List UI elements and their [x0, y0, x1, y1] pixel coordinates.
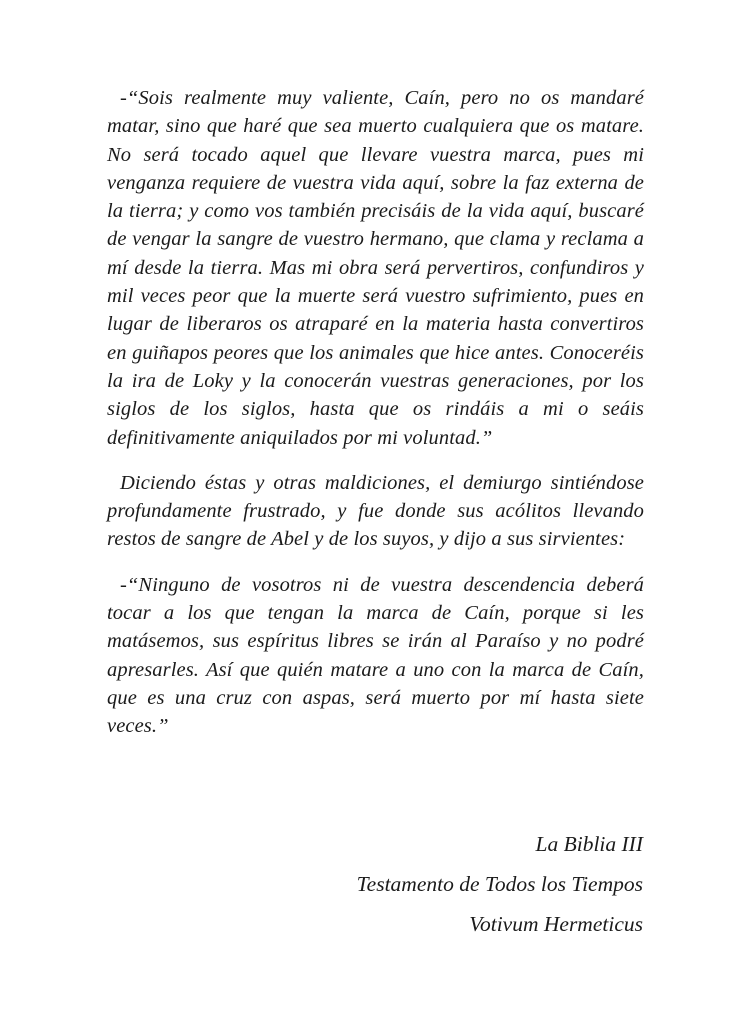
attribution-title: La Biblia III	[535, 832, 643, 856]
attribution-author: Votivum Hermeticus	[469, 912, 643, 936]
paragraph-order-to-servants: -“Ninguno de vosotros ni de vuestra descendencia deberá tocar a los que tengan la marca de Caín, porque si les matásemos, sus espíritus libres se irán al Paraíso y no podré apresarles. Así que quién matare a uno con la marca de Caín, que es una cruz con aspas, será muerto por mí hasta siete veces.”	[107, 573, 644, 738]
attribution-block	[243, 824, 643, 944]
attribution-subtitle: Testamento de Todos los Tiempos	[356, 872, 643, 896]
paragraph-curse-of-cain: -“Sois realmente muy valiente, Caín, pero no os mandaré matar, sino que haré que sea muerto cualquiera que os matare. No será tocado aquel que llevare vuestra marca, pues mi venganza requiere de vuestra vida aquí, sobre la faz externa de la tierra; y como vos también precisáis de la vida aquí, buscaré de vengar la sangre de vuestro hermano, que clama y reclama a mí desde la tierra. Mas mi obra será pervertiros, confundiros y mil veces peor que la muerte será vuestro sufrimiento, pues en lugar de liberaros os atraparé en la materia hasta convertiros en guiñapos peores que los animales que hice antes. Conoceréis la ira de Loky y la conocerán vuestras generaciones, por los siglos de los siglos, hasta que os rindáis a mi o seáis definitivamente aniquilados por mi voluntad.”	[107, 87, 644, 449]
body-text-block	[107, 84, 644, 758]
paragraph-demiurge-narration: Diciendo éstas y otras maldiciones, el demiurgo sintiéndose profundamente frustrado, y fue donde sus acólitos llevando restos de sangre de Abel y de los suyos, y dijo a sus sirvientes:	[107, 471, 644, 551]
